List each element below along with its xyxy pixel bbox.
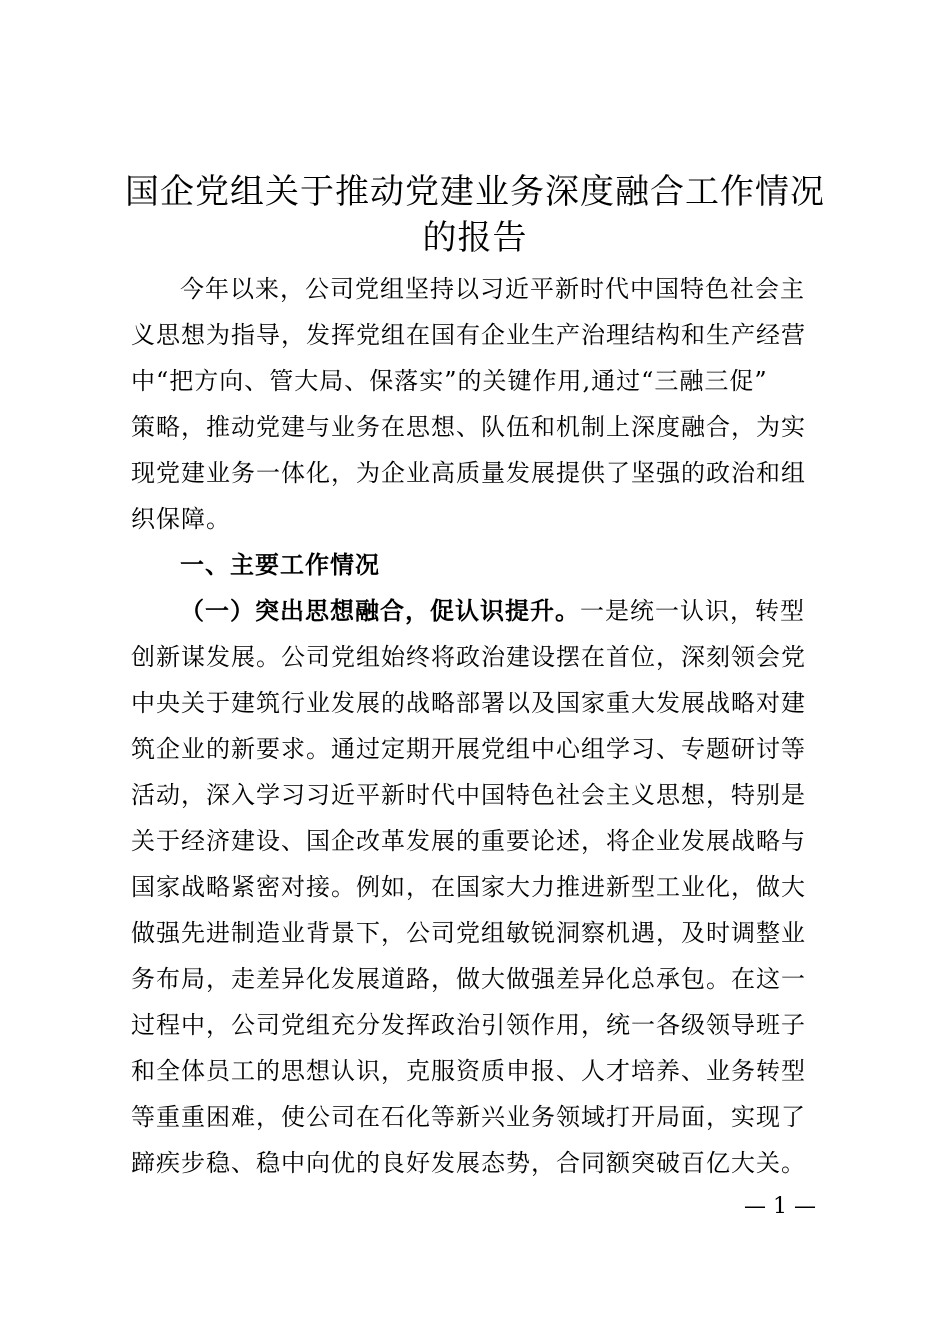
subsection-title: （一）突出思想融合，促认识提升。 bbox=[180, 596, 580, 625]
intro-line-3: 中“把方向、管大局、保落实”的关键作用,通过“三融三促” bbox=[131, 367, 768, 395]
subsection-first-line bbox=[180, 594, 805, 628]
intro-line-5: 现党建业务一体化，为企业高质量发展提供了坚强的政治和组 bbox=[131, 459, 806, 487]
body-line-10: 和全体员工的思想认识，克服资质申报、人才培养、业务转型 bbox=[131, 1057, 806, 1085]
body-line-6: 国家战略紧密对接。例如，在国家大力推进新型工业化，做大 bbox=[131, 873, 806, 901]
section-heading: 一、主要工作情况 bbox=[180, 551, 380, 579]
body-line-1: 创新谋发展。公司党组始终将政治建设摆在首位，深刻领会党 bbox=[131, 643, 806, 671]
body-line-8: 务布局，走差异化发展道路，做大做强差异化总承包。在这一 bbox=[131, 965, 806, 993]
body-line-2: 中央关于建筑行业发展的战略部署以及国家重大发展战略对建 bbox=[131, 689, 806, 717]
body-line-7: 做强先进制造业背景下，公司党组敏锐洞察机遇，及时调整业 bbox=[131, 919, 806, 947]
subsection-first-line-text: 一是统一认识，转型 bbox=[580, 597, 805, 625]
body-line-5: 关于经济建设、国企改革发展的重要论述，将企业发展战略与 bbox=[131, 827, 806, 855]
body-line-12: 蹄疾步稳、稳中向优的良好发展态势，合同额突破百亿大关。 bbox=[131, 1149, 806, 1177]
intro-line-6: 织保障。 bbox=[131, 505, 231, 533]
body-line-3: 筑企业的新要求。通过定期开展党组中心组学习、专题研讨等 bbox=[131, 735, 806, 763]
intro-line-1: 今年以来，公司党组坚持以习近平新时代中国特色社会主 bbox=[180, 275, 805, 303]
document-title-line-1: 国企党组关于推动党建业务深度融合工作情况 bbox=[125, 172, 825, 212]
page-number: — 1 — bbox=[744, 1194, 816, 1219]
document-title-line-2: 的报告 bbox=[422, 218, 528, 258]
intro-line-2: 义思想为指导，发挥党组在国有企业生产治理结构和生产经营 bbox=[131, 321, 806, 349]
body-line-4: 活动，深入学习习近平新时代中国特色社会主义思想，特别是 bbox=[131, 781, 806, 809]
body-line-11: 等重重困难，使公司在石化等新兴业务领域打开局面，实现了 bbox=[131, 1103, 806, 1131]
body-line-9: 过程中，公司党组充分发挥政治引领作用，统一各级领导班子 bbox=[131, 1011, 806, 1039]
intro-line-4: 策略，推动党建与业务在思想、队伍和机制上深度融合，为实 bbox=[131, 413, 806, 441]
